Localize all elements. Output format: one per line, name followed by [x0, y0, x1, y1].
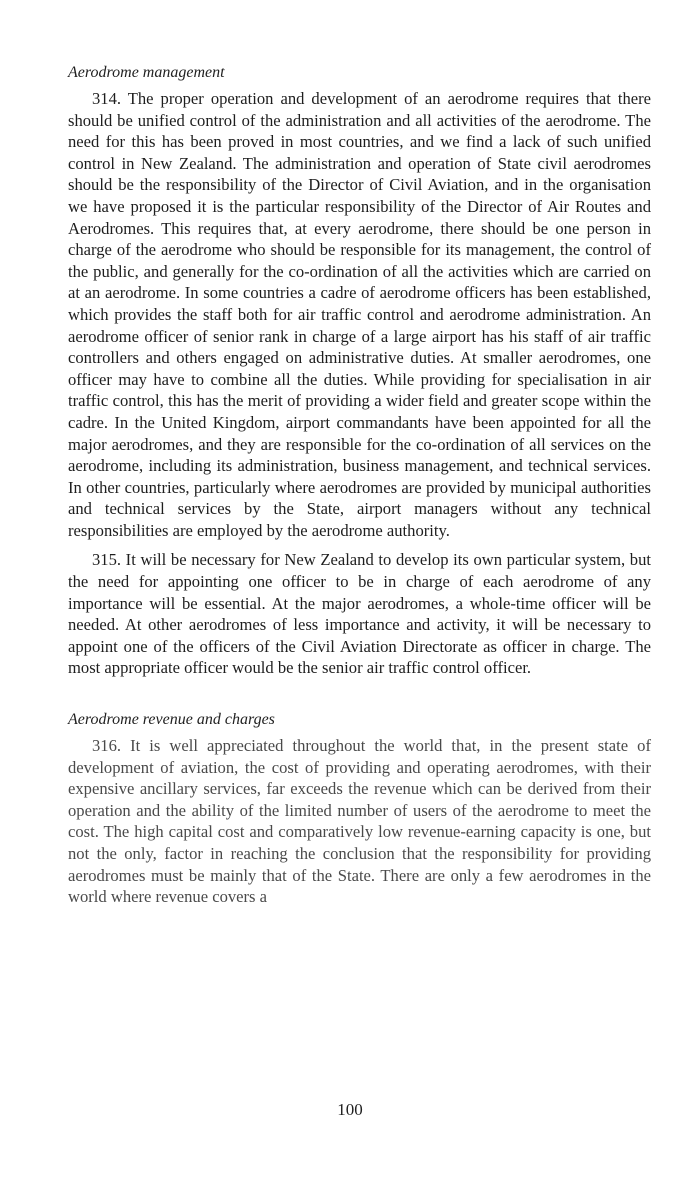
page-number: 100: [337, 1100, 363, 1119]
paragraph-316: 316. It is well appreciated throughout the world that, in the present state of development of aviation, the cost of providing and operating aerodromes, with their expensive ancillary services, far exceeds the revenue which can be derived from their operation and the ability of the limited number of users of the aerodrome to meet the cost. The high capital cost and comparatively low revenue-earning capacity is one, but not the only, factor in reaching the conclusion that the responsibility for providing aerodromes must be mainly that of the State. There are only a few aerodromes in the world where revenue covers a: [68, 736, 651, 907]
document-page: [68, 62, 651, 916]
section-heading-aerodrome-revenue: Aerodrome revenue and charges: [68, 711, 275, 729]
paragraph-314: 314. The proper operation and development of an aerodrome requires that there should be unified control of the administration and all activities of the aerodrome. The need for this has been proved in most countries, and we find a lack of such unified control in New Zealand. The administration and operation of State civil aerodromes should be the responsibility of the Director of Civil Aviation, and in the organisation we have proposed it is the particular responsibility of the Director of Air Routes and Aerodromes. This requires that, at every aerodrome, there should be one person in charge of the aerodrome who should be responsible for its management, the control of the public, and generally for the co-ordination of all the activities which are carried on at an aerodrome. In some countries a cadre of aerodrome officers has been established, which provides the staff both for air traffic control and aerodrome administration. An aerodrome officer of senior rank in charge of a large airport has his staff of air traffic controllers and others engaged on administrative duties. At smaller aerodromes, one officer may have to combine all the duties. While providing for specialisation in air traffic control, this has the merit of providing a wider field and greater scope within the cadre. In the United Kingdom, airport commandants have been appointed for all the major aerodromes, and they are responsible for the co-ordination of all services on the aerodrome, including its administration, business management, and technical services. In other countries, particularly where aerodromes are provided by municipal authorities and technical services by the State, airport managers without any technical responsibilities are employed by the aerodrome authority.: [68, 89, 651, 540]
paragraph-315: 315. It will be necessary for New Zealand to develop its own particular system, but the need for appointing one officer to be in charge of each aerodrome of any importance will be essential. At the major aerodromes, a whole-time officer will be needed. At other aerodromes of less importance and activity, it will be necessary to appoint one of the officers of the Civil Aviation Directorate as officer in charge. The most appropriate officer would be the senior air traffic control officer.: [68, 550, 651, 678]
section-heading-aerodrome-management: Aerodrome management: [68, 64, 225, 81]
